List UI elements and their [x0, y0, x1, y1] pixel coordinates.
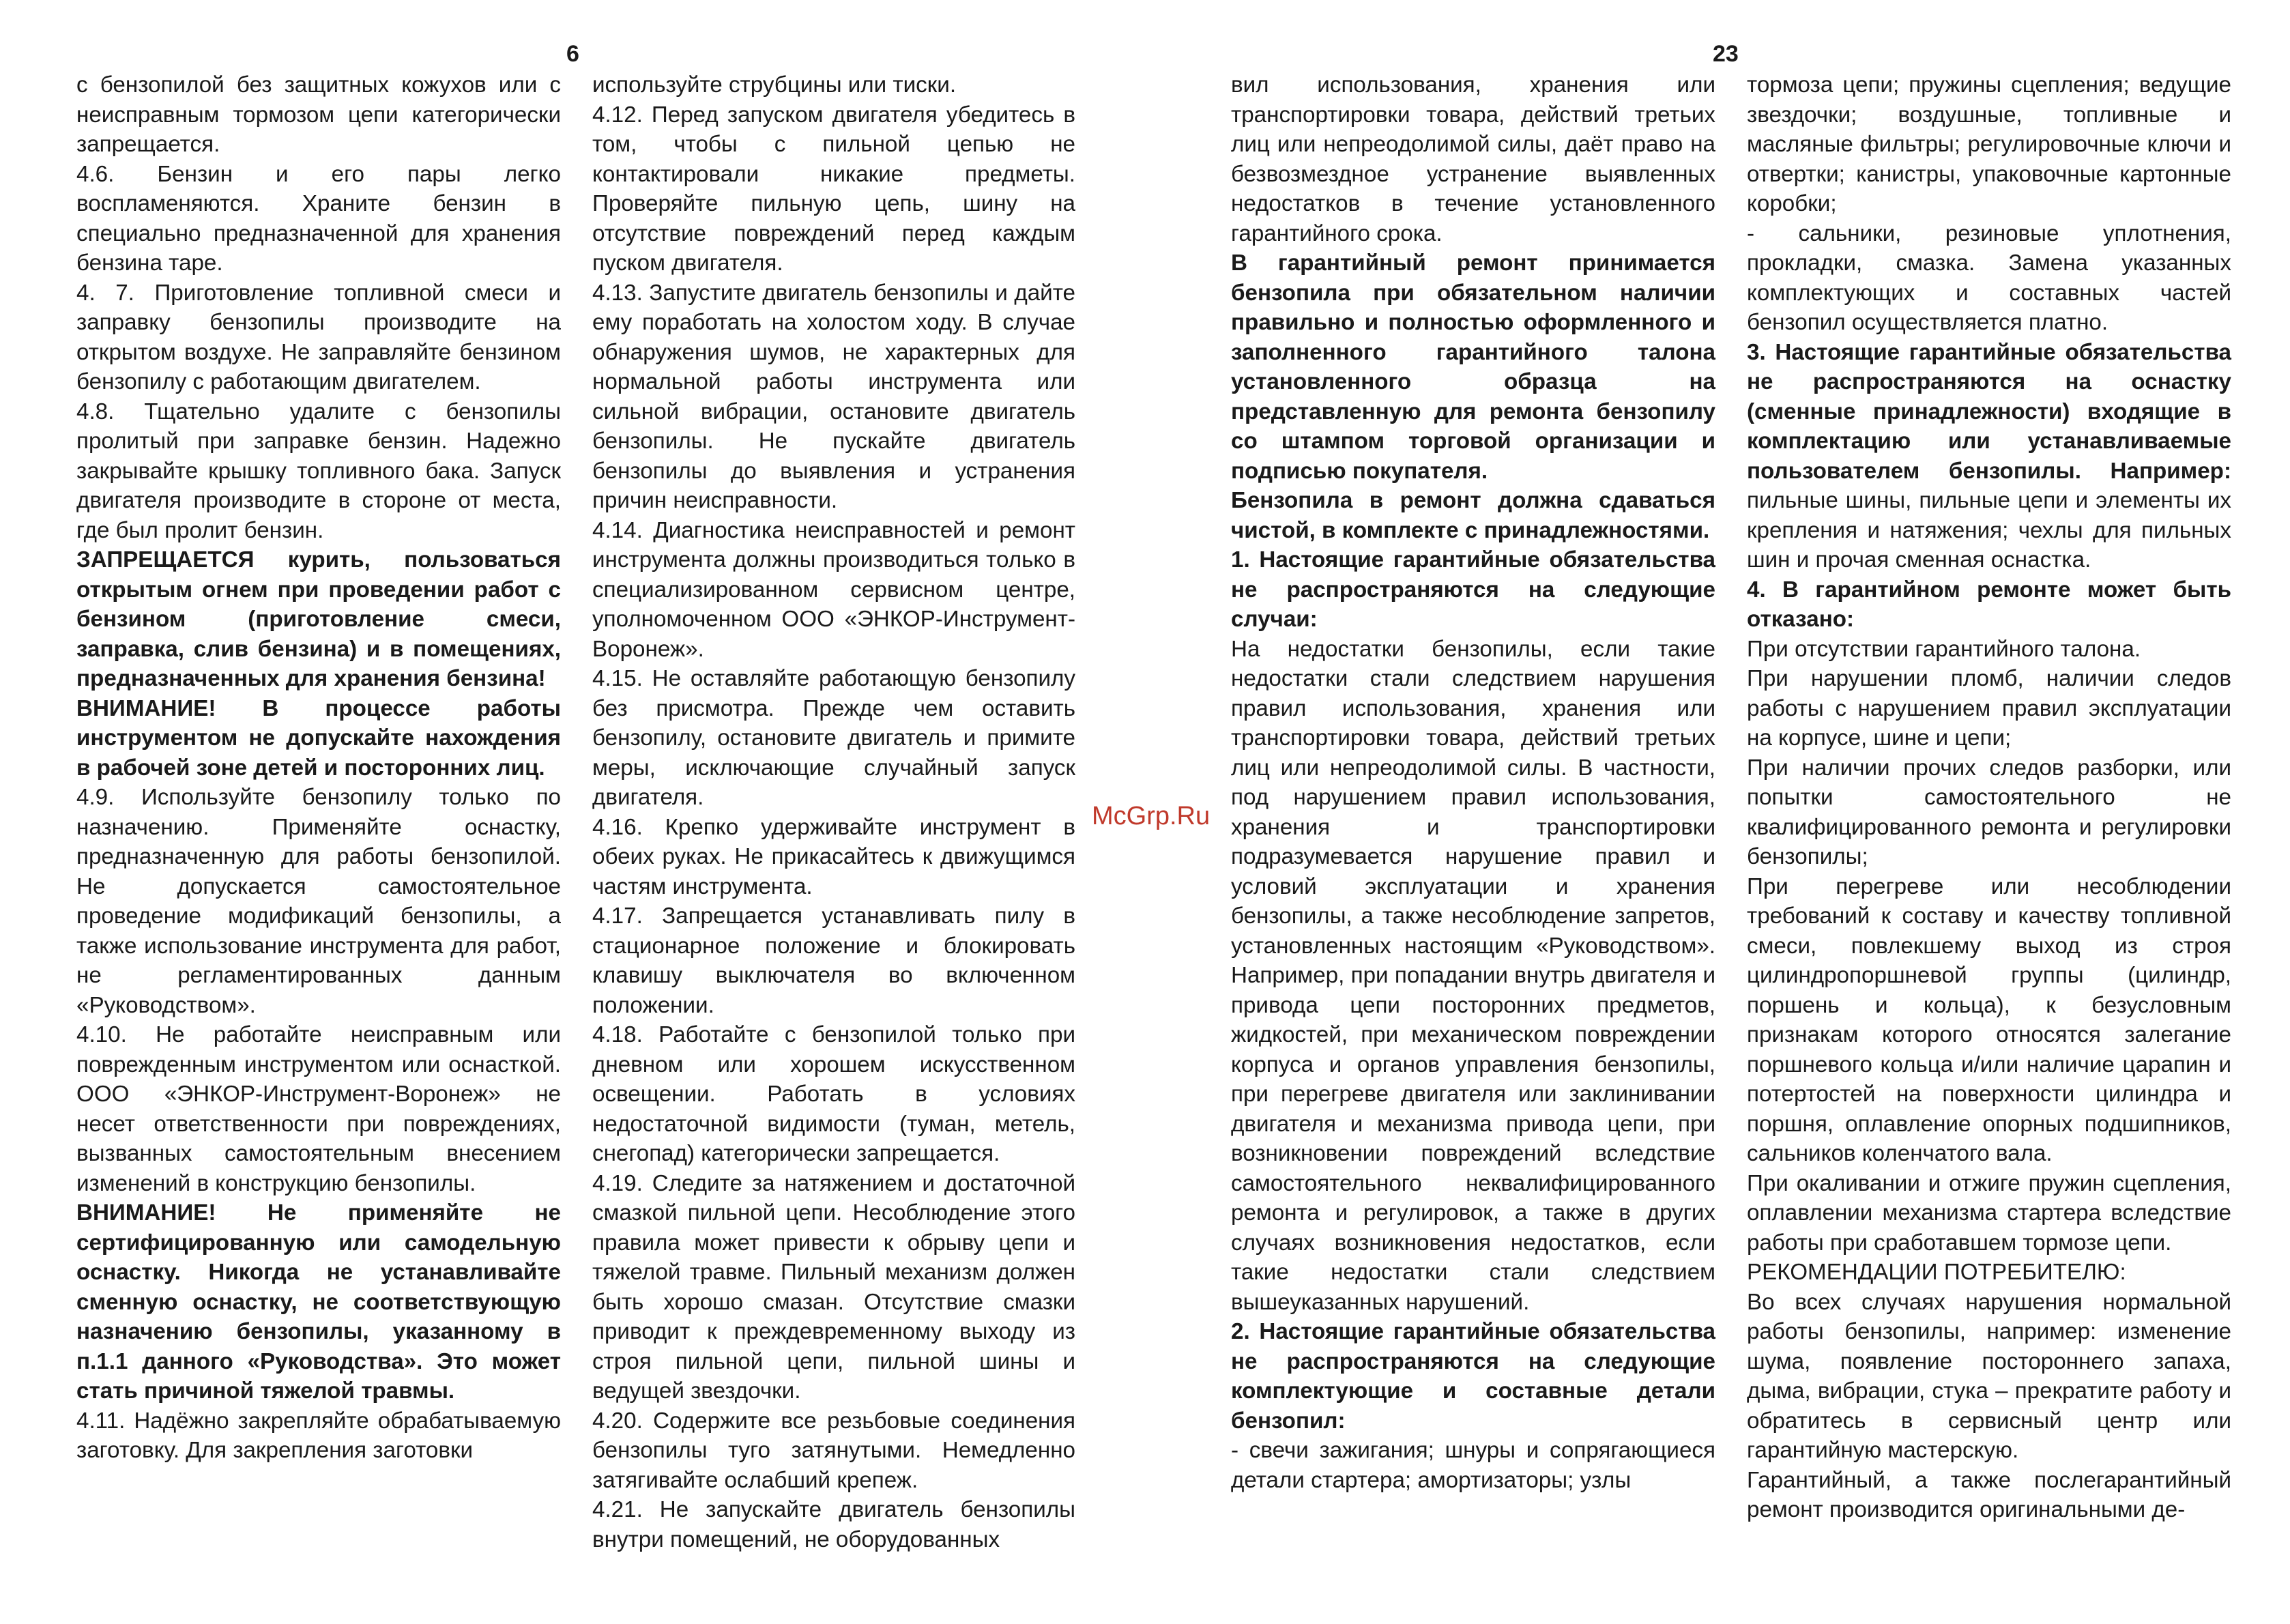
- paragraph: 4.20. Содержите все резьбовые соединения бензопилы туго затянутыми. Немедленно затягивайте ослабший крепеж.: [592, 1408, 1075, 1493]
- paragraph: В гарантийный ремонт принимается бензопила при обязательном наличии правильно и полностью оформленного и заполненного гарантийного талона установленного образца на представленную для ремонта бензопилу со штампом торговой организации и подписью покупателя.: [1231, 250, 1715, 484]
- paragraph: РЕКОМЕНДАЦИИ ПОТРЕБИТЕЛЮ:: [1747, 1260, 2126, 1285]
- paragraph: При окаливании и отжиге пружин сцепления, оплавлении механизма стартера вследствие работы при сработавшем тормозе цепи.: [1747, 1170, 2231, 1256]
- paragraph: Гарантийный, а также послегарантийный ремонт производится оригинальными де-: [1747, 1467, 2231, 1522]
- paragraph: 4.14. Диагностика неисправностей и ремонт инструмента должны производиться только в специализированном сервисном центре, уполномоченном ООО «ЭНКОР-Инструмент-Воронеж».: [592, 517, 1075, 662]
- paragraph: тормоза цепи; пружины сцепления; ведущие звездочки; воздушные, топливные и масляные фильтры; регулировочные ключи и отвертки; канистры, упаковочные картонные коробки;: [1747, 72, 2231, 216]
- paragraph: 4. В гарантийном ремонте может быть отказано:: [1747, 577, 2231, 632]
- page-number-left: 6: [566, 41, 579, 67]
- paragraph: 4. 7. Приготовление топливной смеси и заправку бензопилы производите на открытом воздухе. Не заправляйте бензином бензопилу с работающим двигателем.: [76, 280, 561, 394]
- paragraph: [1747, 338, 2231, 575]
- watermark: McGrp.Ru: [1092, 802, 1211, 830]
- paragraph-bold-part: 3. Настоящие гарантийные обязательства не распространяются на оснастку (сменные принадлежности) входящие в комплектацию или устанавливаемые пользователем бензопилы. Например:: [1747, 339, 2231, 484]
- page-number-right: 23: [1713, 41, 1739, 67]
- paragraph: 1. Настоящие гарантийные обязательства не распространяются на следующие случаи:: [1231, 547, 1715, 632]
- paragraph: используйте струбцины или тиски.: [592, 72, 957, 98]
- paragraph: - сальники, резиновые уплотнения, прокладки, смазка. Замена указанных комплектующих и составных частей бензопил осуществляется платно.: [1747, 220, 2231, 335]
- paragraph: При отсутствии гарантийного талона.: [1747, 636, 2141, 662]
- paragraph: 4.18. Работайте с бензопилой только при дневном или хорошем искусственном освещении. Работать в условиях недостаточной видимости (туман, метель, снегопад) категорически запрещается.: [592, 1022, 1075, 1166]
- paragraph: 4.21. Не запускайте двигатель бензопилы внутри помещений, не оборудованных: [592, 1497, 1075, 1552]
- paragraph: ЗАПРЕЩАЕТСЯ курить, пользоваться открытым огнем при проведении работ с бензином (приготовление смеси, заправка, слив бензина) и в помещениях, предназначенных для хранения бензина!: [76, 547, 561, 691]
- paragraph: 4.13. Запустите двигатель бензопилы и дайте ему поработать на холостом ходу. В случае обнаружения шумов, не характерных для нормальной работы инструмента или сильной вибрации, остановите двигатель бензопилы. Не пускайте двигатель бензопилы до выявления и устранения причин неисправности.: [592, 280, 1075, 513]
- paragraph: При перегреве или несоблюдении требований к составу и качеству топливной смеси, повлекшему выход из строя цилиндропоршневой группы (цилиндр, поршень и кольца), к безусловным признакам которого относятся залегание поршневого кольца и/или наличие царапин и потертостей на поверхности цилиндра и поршня, оплавление опорных подшипников, сальников коленчатого вала.: [1747, 873, 2231, 1166]
- paragraph: 4.11. Надёжно закрепляйте обрабатываемую заготовку. Для закрепления заготовки: [76, 1408, 561, 1463]
- paragraph: На недостатки бензопилы, если такие недостатки стали следствием нарушения правил использования, хранения или транспортировки товара, действий третьих лиц или непреодолимой силы. В частности, под нарушением правил использования, хранения и транспортировки подразумевается нарушение правил и условий эксплуатации и хранения бензопилы, а также несоблюдение запретов, установленных настоящим «Руководством». Например, при попадании внутрь двигателя и привода цепи посторонних предметов, жидкостей, при механическом повреждении корпуса и органов управления бензопилы, при перегреве двигателя или заклинивании двигателя и механизма привода цепи, при возникновении повреждений вследствие самостоятельного неквалифицированного ремонта и регулировок, а также в других случаях возникновения недостатков, если такие недостатки стали следствием вышеуказанных нарушений.: [1231, 636, 1715, 1315]
- paragraph: 4.15. Не оставляйте работающую бензопилу без присмотра. Прежде чем оставить бензопилу, остановите двигатель и примите меры, исключающие случайный запуск двигателя.: [592, 666, 1075, 810]
- text-column-4: [1747, 70, 2231, 1525]
- paragraph: При наличии прочих следов разборки, или попытки самостоятельного не квалифицированного ремонта и регулировки бензопилы;: [1747, 755, 2231, 869]
- paragraph: вил использования, хранения или транспортировки товара, действий третьих лиц или непреодолимой силы, даёт право на безвозмездное устранение выявленных недостатков в течение установленного гарантийного срока.: [1231, 72, 1715, 246]
- paragraph: 4.8. Тщательно удалите с бензопилы пролитый при заправке бензин. Надежно закрывайте крышку топливного бака. Запуск двигателя производите в стороне от места, где был пролит бензин.: [76, 398, 561, 543]
- paragraph: 4.9. Используйте бензопилу только по назначению. Применяйте оснастку, предназначенную для работы бензопилой. Не допускается самостоятельное проведение модификаций бензопилы, а также использование инструмента для работ, не регламентированных данным «Руководством».: [76, 785, 561, 1018]
- paragraph: - свечи зажигания; шнуры и сопрягающиеся детали стартера; амортизаторы; узлы: [1231, 1438, 1715, 1493]
- paragraph: 4.6. Бензин и его пары легко воспламеняются. Храните бензин в специально предназначенной для хранения бензина таре.: [76, 161, 561, 276]
- paragraph: 4.17. Запрещается устанавливать пилу в стационарное положение и блокировать клавишу выключателя во включенном положении.: [592, 903, 1075, 1018]
- paragraph: При нарушении пломб, наличии следов работы с нарушением правил эксплуатации на корпусе, шине и цепи;: [1747, 666, 2231, 751]
- text-column-2: [592, 70, 1075, 1554]
- paragraph: 2. Настоящие гарантийные обязательства не распространяются на следующие комплектующие и составные детали бензопил:: [1231, 1319, 1715, 1434]
- paragraph: 4.19. Следите за натяжением и достаточной смазкой пильной цепи. Несоблюдение этого правила может привести к обрыву цепи и тяжелой травме. Пильный механизм должен быть хорошо смазан. Отсутствие смазки приводит к преждевременному выходу из строя пильной цепи, пильной шины и ведущей звездочки.: [592, 1170, 1075, 1404]
- paragraph-regular-part: пильные шины, пильные цепи и элементы их крепления и натяжения; чехлы для пильных шин и прочая сменная оснастка.: [1747, 488, 2231, 572]
- text-column-1: [76, 70, 561, 1466]
- paragraph: Бензопила в ремонт должна сдаваться чистой, в комплекте с принадлежностями.: [1231, 488, 1715, 543]
- paragraph: Во всех случаях нарушения нормальной работы бензопилы, например: изменение шума, появление постороннего запаха, дыма, вибрации, стука – прекратите работу и обратитесь в сервисный центр или гарантийную мастерскую.: [1747, 1289, 2231, 1463]
- paragraph: 4.16. Крепко удерживайте инструмент в обеих руках. Не прикасайтесь к движущимся частям инструмента.: [592, 814, 1075, 899]
- paragraph: ВНИМАНИЕ! В процессе работы инструментом не допускайте нахождения в рабочей зоне детей и посторонних лиц.: [76, 695, 561, 781]
- paragraph: 4.12. Перед запуском двигателя убедитесь в том, чтобы с пильной цепью не контактировали никакие предметы. Проверяйте пильную цепь, шину на отсутствие повреждений перед каждым пуском двигателя.: [592, 102, 1075, 276]
- paragraph: ВНИМАНИЕ! Не применяйте не сертифицированную или самодельную оснастку. Никогда не устанавливайте сменную оснастку, не соответствующую назначению бензопилы, указанному в п.1.1 данного «Руководства». Это может стать причиной тяжелой травмы.: [76, 1200, 561, 1404]
- paragraph: с бензопилой без защитных кожухов или с неисправным тормозом цепи категорически запрещается.: [76, 72, 561, 157]
- paragraph: 4.10. Не работайте неисправным или поврежденным инструментом или оснасткой. ООО «ЭНКОР-Инструмент-Воронеж» не несет ответственности при повреждениях, вызванных самостоятельным внесением изменений в конструкцию бензопилы.: [76, 1022, 561, 1196]
- text-column-3: [1231, 70, 1715, 1495]
